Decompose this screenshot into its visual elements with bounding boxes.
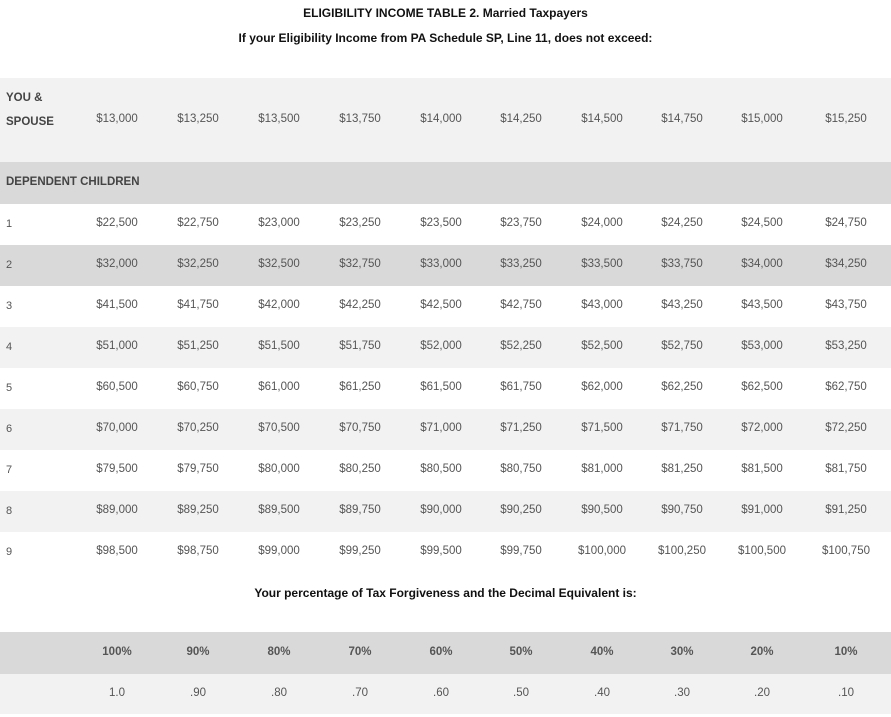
table-cell: 100% — [102, 646, 132, 658]
table-cell: $41,750 — [177, 299, 219, 311]
table-cell: $24,500 — [741, 217, 783, 229]
row-label: 7 — [6, 464, 13, 476]
table-cell: $71,500 — [581, 422, 623, 434]
table-cell: $62,250 — [661, 381, 703, 393]
table-cell: $70,250 — [177, 422, 219, 434]
table-cell: $53,000 — [741, 340, 783, 352]
table-cell: $13,250 — [177, 113, 219, 125]
table-cell: $89,750 — [339, 504, 381, 516]
table-cell: $99,000 — [258, 545, 300, 557]
table-cell: 90% — [186, 646, 210, 658]
table-cell: $90,500 — [581, 504, 623, 516]
table-cell: $52,500 — [581, 340, 623, 352]
table-cell: $89,250 — [177, 504, 219, 516]
row-label: 9 — [6, 546, 13, 558]
you-spouse-label-line1: YOU & — [6, 92, 43, 104]
table-cell: $34,000 — [741, 258, 783, 270]
table-cell: $62,000 — [581, 381, 623, 393]
table-cell: $24,250 — [661, 217, 703, 229]
table-cell: $71,000 — [420, 422, 462, 434]
row-label: 6 — [6, 423, 13, 435]
table-cell: .90 — [190, 687, 206, 699]
table-cell: $89,500 — [258, 504, 300, 516]
table-cell: $52,250 — [500, 340, 542, 352]
table-cell: $98,500 — [96, 545, 138, 557]
table-cell: $62,750 — [825, 381, 867, 393]
table-row — [0, 204, 891, 245]
table-cell: $52,750 — [661, 340, 703, 352]
table-cell: $32,000 — [96, 258, 138, 270]
table-cell: $51,500 — [258, 340, 300, 352]
table-cell: $42,250 — [339, 299, 381, 311]
table-cell: .40 — [594, 687, 610, 699]
table-cell: $51,000 — [96, 340, 138, 352]
row-label: 5 — [6, 382, 13, 394]
table-cell: $13,000 — [96, 113, 138, 125]
table-cell: $13,500 — [258, 113, 300, 125]
table-cell: 1.0 — [109, 687, 125, 699]
table-cell: $23,750 — [500, 217, 542, 229]
table-cell: .60 — [433, 687, 449, 699]
table-cell: $81,000 — [581, 463, 623, 475]
table-row — [0, 286, 891, 327]
table-cell: $14,500 — [581, 113, 623, 125]
table-cell: $43,750 — [825, 299, 867, 311]
table-cell: $15,000 — [741, 113, 783, 125]
table-cell: $61,250 — [339, 381, 381, 393]
table-cell: $99,500 — [420, 545, 462, 557]
table-cell: $33,500 — [581, 258, 623, 270]
forgiveness-heading: Your percentage of Tax Forgiveness and the Decimal Equivalent is: — [254, 586, 637, 600]
table-cell: $52,000 — [420, 340, 462, 352]
table-cell: $43,500 — [741, 299, 783, 311]
table-cell: $90,750 — [661, 504, 703, 516]
row-label: 3 — [6, 300, 13, 312]
table-cell: $53,250 — [825, 340, 867, 352]
table-cell: $15,250 — [825, 113, 867, 125]
table-row — [0, 327, 891, 368]
table-cell: $41,500 — [96, 299, 138, 311]
table-cell: $81,500 — [741, 463, 783, 475]
table-cell: $81,250 — [661, 463, 703, 475]
table-cell: $43,000 — [581, 299, 623, 311]
table-cell: $100,500 — [738, 545, 786, 557]
row-label: 2 — [6, 259, 13, 271]
table-cell: .10 — [838, 687, 854, 699]
table-cell: $43,250 — [661, 299, 703, 311]
row-label: 4 — [6, 341, 13, 353]
table-row — [0, 245, 891, 286]
table-cell: $80,500 — [420, 463, 462, 475]
table-cell: 20% — [750, 646, 774, 658]
table-cell: $79,750 — [177, 463, 219, 475]
table-cell: $23,000 — [258, 217, 300, 229]
table-cell: $81,750 — [825, 463, 867, 475]
table-cell: $90,000 — [420, 504, 462, 516]
table-cell: $72,250 — [825, 422, 867, 434]
table-cell: $61,500 — [420, 381, 462, 393]
table-cell: $51,250 — [177, 340, 219, 352]
you-spouse-label-line2: SPOUSE — [6, 116, 54, 128]
table-cell: $42,500 — [420, 299, 462, 311]
table-cell: $33,250 — [500, 258, 542, 270]
table-cell: $61,750 — [500, 381, 542, 393]
table-cell: $14,750 — [661, 113, 703, 125]
table-subtitle: If your Eligibility Income from PA Schedule SP, Line 11, does not exceed: — [238, 31, 653, 45]
table-cell: $42,750 — [500, 299, 542, 311]
table-cell: $100,750 — [822, 545, 870, 557]
table-cell: $60,750 — [177, 381, 219, 393]
table-cell: $99,750 — [500, 545, 542, 557]
row-label: 1 — [6, 218, 13, 230]
dependents-header: DEPENDENT CHILDREN — [6, 176, 140, 188]
table-cell: $24,750 — [825, 217, 867, 229]
table-cell: 30% — [670, 646, 694, 658]
table-cell: $79,500 — [96, 463, 138, 475]
table-cell: $14,250 — [500, 113, 542, 125]
table-cell: .20 — [754, 687, 770, 699]
table-cell: 60% — [429, 646, 453, 658]
decimal-row — [0, 674, 891, 714]
table-cell: $72,000 — [741, 422, 783, 434]
table-cell: $13,750 — [339, 113, 381, 125]
table-cell: $23,250 — [339, 217, 381, 229]
table-row — [0, 409, 891, 450]
table-cell: $80,000 — [258, 463, 300, 475]
table-cell: $23,500 — [420, 217, 462, 229]
table-cell: $51,750 — [339, 340, 381, 352]
table-cell: $32,750 — [339, 258, 381, 270]
table-cell: .80 — [271, 687, 287, 699]
table-cell: $33,000 — [420, 258, 462, 270]
table-cell: $60,500 — [96, 381, 138, 393]
table-cell: .70 — [352, 687, 368, 699]
table-cell: $70,750 — [339, 422, 381, 434]
table-cell: $32,250 — [177, 258, 219, 270]
table-cell: $98,750 — [177, 545, 219, 557]
table-cell: $91,250 — [825, 504, 867, 516]
you-spouse-row — [0, 78, 891, 162]
table-cell: 70% — [348, 646, 372, 658]
table-cell: 10% — [834, 646, 858, 658]
table-cell: $70,000 — [96, 422, 138, 434]
table-cell: $33,750 — [661, 258, 703, 270]
table-cell: .50 — [513, 687, 529, 699]
table-cell: $42,000 — [258, 299, 300, 311]
table-cell: $80,250 — [339, 463, 381, 475]
dependents-header-row — [0, 162, 891, 204]
table-cell: $32,500 — [258, 258, 300, 270]
table-row — [0, 532, 891, 573]
table-cell: $61,000 — [258, 381, 300, 393]
table-cell: $91,000 — [741, 504, 783, 516]
table-cell: $70,500 — [258, 422, 300, 434]
table-cell: $24,000 — [581, 217, 623, 229]
table-cell: $99,250 — [339, 545, 381, 557]
table-row — [0, 450, 891, 491]
table-cell: $22,750 — [177, 217, 219, 229]
table-cell: $80,750 — [500, 463, 542, 475]
table-title: ELIGIBILITY INCOME TABLE 2. Married Taxpayers — [303, 6, 588, 20]
table-cell: 80% — [267, 646, 291, 658]
table-cell: $89,000 — [96, 504, 138, 516]
table-cell: $62,500 — [741, 381, 783, 393]
table-cell: $100,000 — [578, 545, 626, 557]
table-cell: $71,250 — [500, 422, 542, 434]
table-cell: $34,250 — [825, 258, 867, 270]
row-label: 8 — [6, 505, 13, 517]
table-row — [0, 368, 891, 409]
table-cell: $90,250 — [500, 504, 542, 516]
table-row — [0, 491, 891, 532]
percentage-row — [0, 632, 891, 674]
table-cell: 50% — [509, 646, 533, 658]
table-cell: $100,250 — [658, 545, 706, 557]
table-cell: .30 — [674, 687, 690, 699]
table-cell: 40% — [590, 646, 614, 658]
table-cell: $14,000 — [420, 113, 462, 125]
table-cell: $22,500 — [96, 217, 138, 229]
table-cell: $71,750 — [661, 422, 703, 434]
